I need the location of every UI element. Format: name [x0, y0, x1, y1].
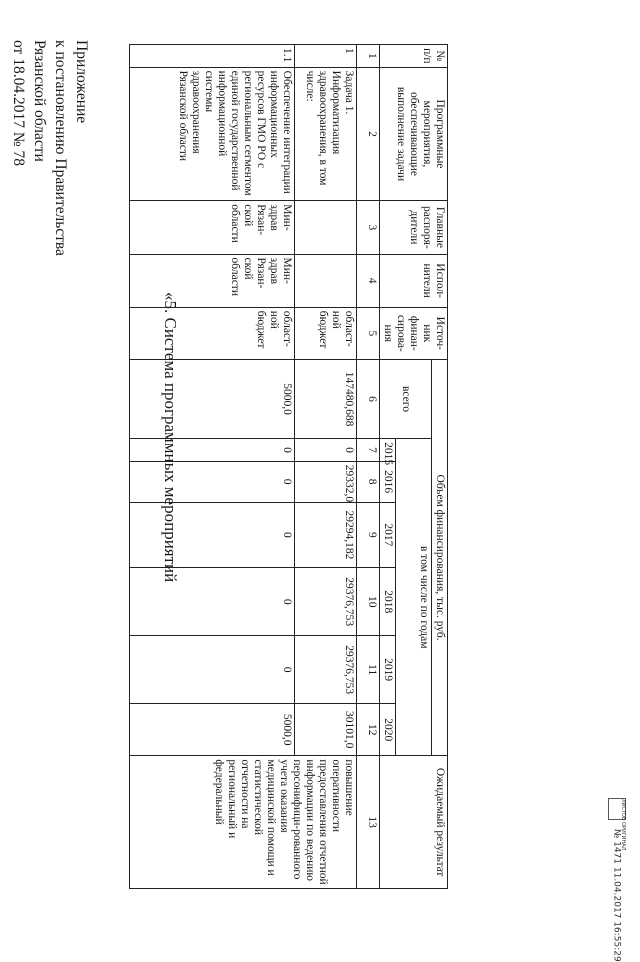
row-executors	[295, 254, 357, 307]
column-number: 5	[357, 307, 380, 359]
row-managers: Мин-здрав Рязан-ской области	[130, 201, 295, 254]
stamp-number: № 1471 11.04.2017 16:55:29	[611, 828, 622, 962]
row-program: Задача 1. Информатизация здравоохранения, в том числе:	[295, 67, 357, 201]
row-2019: 29376,753	[295, 636, 357, 704]
header-year-2020: 2020	[380, 704, 396, 756]
column-number: 4	[357, 254, 380, 307]
row-2015: 0	[130, 439, 295, 462]
row-2018: 29376,753	[295, 568, 357, 636]
header-managers: Главные распоря-дители	[380, 201, 448, 254]
row-2017: 29294,182	[295, 502, 357, 568]
row-2020: 30101,0	[295, 704, 357, 756]
approval-line-1: Приложение	[73, 40, 90, 124]
header-year-2016: 2016	[380, 461, 396, 502]
column-number: 13	[357, 756, 380, 889]
row-2015: 0	[295, 439, 357, 462]
section-title: «5. Система программных мероприятий	[161, 292, 180, 583]
row-num: 1	[295, 45, 357, 68]
column-number: 1	[357, 45, 380, 68]
row-executors: Мин-здрав Рязан-ской области	[130, 254, 295, 307]
row-2016: 29332,0	[295, 461, 357, 502]
row-result: повышение оперативности предоставления отчетной информации по ведению персонифици-рованного учета оказания медицинской помощи и статистической отчетности на региональный и федеральный	[130, 756, 357, 889]
header-year-2017: 2017	[380, 502, 396, 568]
approval-line-3: Рязанской области	[31, 40, 48, 162]
header-num: № п/п	[380, 45, 448, 68]
header-year-2015: 2015	[380, 439, 396, 462]
row-total: 5000,0	[130, 359, 295, 438]
column-number: 12	[357, 704, 380, 756]
row-total: 147480,688	[295, 359, 357, 438]
header-executors: Испол-нители	[380, 254, 448, 307]
row-2020: 5000,0	[130, 704, 295, 756]
approval-line-2: к постановлению Правительства	[52, 40, 69, 256]
registration-stamp	[608, 798, 626, 962]
column-number: 3	[357, 201, 380, 254]
row-source: област-ной бюджет	[295, 307, 357, 359]
header-funding: Объем финансирования, тыс. руб.	[432, 359, 448, 755]
header-result: Ожидаемый результат	[380, 756, 448, 889]
row-2018: 0	[130, 568, 295, 636]
header-by-years: в том числе по годам	[396, 439, 432, 756]
program-measures-table	[129, 44, 448, 889]
approval-line-4: от 18.04.2017 № 78	[10, 40, 27, 166]
table-row	[295, 45, 357, 889]
seal-icon: ЛИСТОВ ОРИГИНАЛ	[608, 798, 626, 820]
header-source: Источ-ник финан-сирова-ния	[380, 307, 448, 359]
column-number: 2	[357, 67, 380, 201]
column-number: 10	[357, 568, 380, 636]
row-2016: 0	[130, 461, 295, 502]
column-number-row	[357, 45, 380, 889]
column-number: 8	[357, 461, 380, 502]
row-managers	[295, 201, 357, 254]
row-program: Обеспечение интеграции информационных ресурсов ГМО РО с региональным сегментом единой государственной информационной системы здравоохранения Рязанской области	[130, 67, 295, 201]
column-number: 6	[357, 359, 380, 438]
row-source: област-ной бюджет	[130, 307, 295, 359]
column-number: 9	[357, 502, 380, 568]
column-number: 7	[357, 439, 380, 462]
header-program: Программные мероприятия, обеспечивающие выполнение задачи	[380, 67, 448, 201]
row-2017: 0	[130, 502, 295, 568]
header-year-2018: 2018	[380, 568, 396, 636]
approval-block	[8, 40, 92, 256]
column-number: 11	[357, 636, 380, 704]
row-num: 1.1	[130, 45, 295, 68]
header-year-2019: 2019	[380, 636, 396, 704]
header-total: всего	[380, 359, 432, 438]
row-2019: 0	[130, 636, 295, 704]
